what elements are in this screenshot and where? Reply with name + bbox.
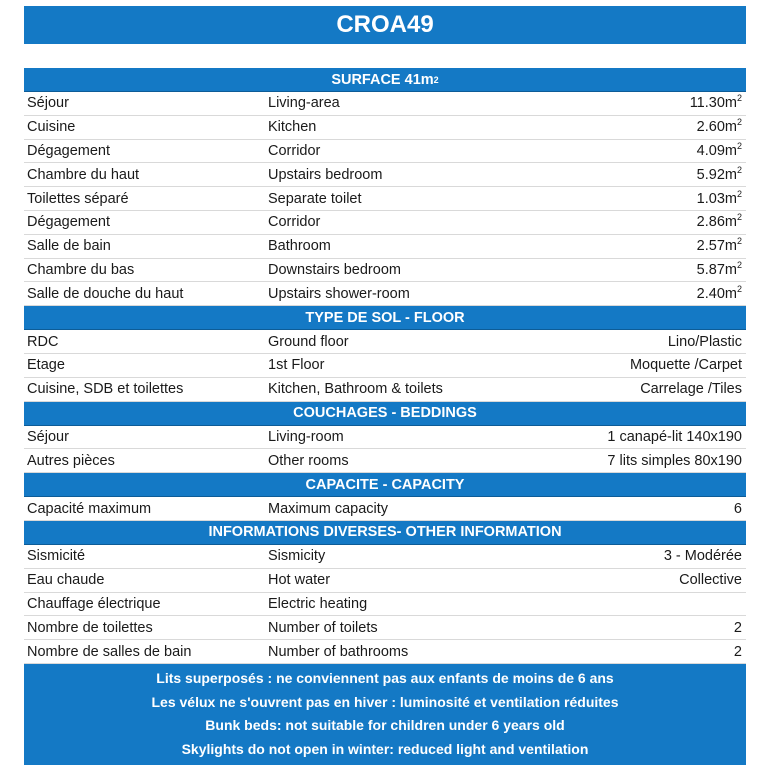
value-cell	[697, 214, 746, 230]
note-line: Lits superposés : ne conviennent pas aux enfants de moins de 6 ans	[156, 669, 614, 686]
label-french: Chambre du haut	[27, 166, 140, 183]
unit-superscript: 2	[736, 188, 742, 199]
label-english: Kitchen, Bathroom & toilets	[268, 381, 443, 398]
unit-superscript: 2	[736, 260, 742, 271]
other-information-table	[24, 545, 746, 664]
value-text: Moquette /Carpet	[629, 357, 742, 374]
value-cell	[679, 572, 746, 588]
label-english: Upstairs bedroom	[268, 166, 383, 183]
value-cell	[668, 334, 746, 350]
value-cell	[697, 119, 746, 135]
label-english: Hot water	[268, 572, 331, 589]
capacity-table	[24, 497, 746, 521]
value-text: 2.40m	[696, 285, 737, 302]
label-french: Salle de douche du haut	[27, 285, 184, 302]
table-row	[24, 235, 746, 259]
unit-superscript: 2	[736, 212, 742, 223]
label-english: Corridor	[268, 142, 321, 159]
value-cell	[664, 548, 746, 564]
beddings-table	[24, 426, 746, 474]
value-cell	[697, 262, 746, 278]
label-english: Upstairs shower-room	[268, 285, 410, 302]
label-english: Electric heating	[268, 595, 368, 612]
value-text: 3 - Modérée	[663, 548, 742, 565]
section-header-floor: TYPE DE SOL - FLOOR	[24, 306, 746, 330]
section-header-beddings: COUCHAGES - BEDDINGS	[24, 402, 746, 426]
value-cell	[607, 453, 746, 469]
value-text: Collective	[679, 572, 742, 589]
value-text: 2.60m	[696, 119, 737, 136]
label-english: Sismicity	[268, 548, 326, 565]
label-english: Kitchen	[268, 119, 317, 136]
table-row	[24, 259, 746, 283]
value-text: 2	[733, 643, 742, 660]
table-row	[24, 116, 746, 140]
table-row	[24, 426, 746, 450]
label-french: Dégagement	[27, 214, 111, 231]
label-french: Dégagement	[27, 142, 111, 159]
unit-superscript: 2	[736, 93, 742, 104]
label-french: Chauffage électrique	[27, 595, 161, 612]
value-cell	[607, 429, 746, 445]
value-text: 11.30m	[689, 95, 737, 112]
value-text: 5.92m	[696, 166, 737, 183]
value-text: 6	[733, 500, 742, 517]
label-french: Cuisine, SDB et toilettes	[27, 381, 184, 398]
table-row	[24, 640, 746, 664]
label-french: Nombre de salles de bain	[27, 643, 192, 660]
value-text: 7 lits simples 80x190	[607, 452, 742, 469]
table-row	[24, 354, 746, 378]
value-cell	[630, 357, 746, 373]
section-header-surface: SURFACE 41m 2	[24, 68, 746, 92]
table-row	[24, 569, 746, 593]
label-english: Downstairs bedroom	[268, 261, 401, 278]
table-row	[24, 616, 746, 640]
label-french: Chambre du bas	[27, 261, 135, 278]
table-row	[24, 211, 746, 235]
note-line: Bunk beds: not suitable for children under 6 years old	[205, 717, 565, 734]
value-text: Carrelage /Tiles	[640, 381, 742, 398]
surface-header-text: SURFACE 41m	[331, 71, 434, 88]
table-row	[24, 92, 746, 116]
unit-superscript: 2	[736, 117, 742, 128]
value-cell	[734, 620, 746, 636]
label-english: Maximum capacity	[268, 500, 389, 517]
label-french: Salle de bain	[27, 238, 111, 255]
value-cell	[697, 143, 746, 159]
label-french: Etage	[27, 357, 65, 374]
table-row	[24, 545, 746, 569]
value-cell	[696, 164, 746, 183]
info-sheet	[24, 68, 746, 765]
label-french: Eau chaude	[27, 572, 105, 589]
value-text: 4.09m	[696, 142, 737, 159]
label-english: Corridor	[268, 214, 321, 231]
label-french: Sismicité	[27, 548, 86, 565]
value-text: 5.87m	[696, 261, 737, 278]
value-cell	[640, 381, 746, 397]
floor-table	[24, 330, 746, 401]
label-french: Autres pièces	[27, 452, 115, 469]
table-row	[24, 330, 746, 354]
unit-superscript: 2	[736, 236, 742, 247]
label-english: Other rooms	[268, 452, 349, 469]
table-row	[24, 187, 746, 211]
label-english: Bathroom	[268, 238, 331, 255]
note-line: Les vélux ne s'ouvrent pas en hiver : luminosité et ventilation réduites	[151, 693, 619, 710]
table-row	[24, 140, 746, 164]
label-english: Number of bathrooms	[268, 643, 409, 660]
label-english: Separate toilet	[268, 190, 362, 207]
label-french: Nombre de toilettes	[27, 619, 153, 636]
label-french: Toilettes séparé	[27, 190, 129, 207]
label-english: Ground floor	[268, 333, 349, 350]
value-cell	[734, 644, 746, 660]
value-text: 1 canapé-lit 140x190	[607, 428, 742, 445]
label-french: Séjour	[27, 428, 69, 445]
value-text: 2.86m	[696, 214, 737, 231]
label-english: Living-room	[268, 428, 344, 445]
label-french: Séjour	[27, 95, 69, 112]
label-french: Cuisine	[27, 119, 76, 136]
label-french: Capacité maximum	[27, 500, 152, 517]
value-cell	[696, 188, 746, 207]
table-row	[24, 378, 746, 402]
unit-superscript: 2	[736, 164, 742, 175]
value-text: 2.57m	[696, 238, 737, 255]
table-row	[24, 593, 746, 617]
value-cell	[690, 95, 746, 111]
unit-superscript: 2	[736, 141, 742, 152]
value-cell	[734, 501, 746, 517]
value-text: 1.03m	[696, 190, 737, 207]
value-cell	[697, 238, 746, 254]
warning-notes	[24, 664, 746, 765]
label-english: Number of toilets	[268, 619, 378, 636]
page-title: CROA49	[24, 6, 746, 44]
label-english: Living-area	[268, 95, 340, 112]
note-line: Skylights do not open in winter: reduced light and ventilation	[181, 740, 589, 757]
unit-superscript: 2	[736, 283, 742, 294]
table-row	[24, 497, 746, 521]
table-row	[24, 282, 746, 306]
value-text: Lino/Plastic	[667, 333, 742, 350]
section-header-other-information: INFORMATIONS DIVERSES- OTHER INFORMATION	[24, 521, 746, 545]
value-cell	[696, 283, 746, 302]
surface-table	[24, 92, 746, 306]
value-text: 2	[733, 619, 742, 636]
section-header-capacity: CAPACITE - CAPACITY	[24, 473, 746, 497]
table-row	[24, 449, 746, 473]
label-english: 1st Floor	[268, 357, 325, 374]
table-row	[24, 163, 746, 187]
label-french: RDC	[27, 333, 59, 350]
